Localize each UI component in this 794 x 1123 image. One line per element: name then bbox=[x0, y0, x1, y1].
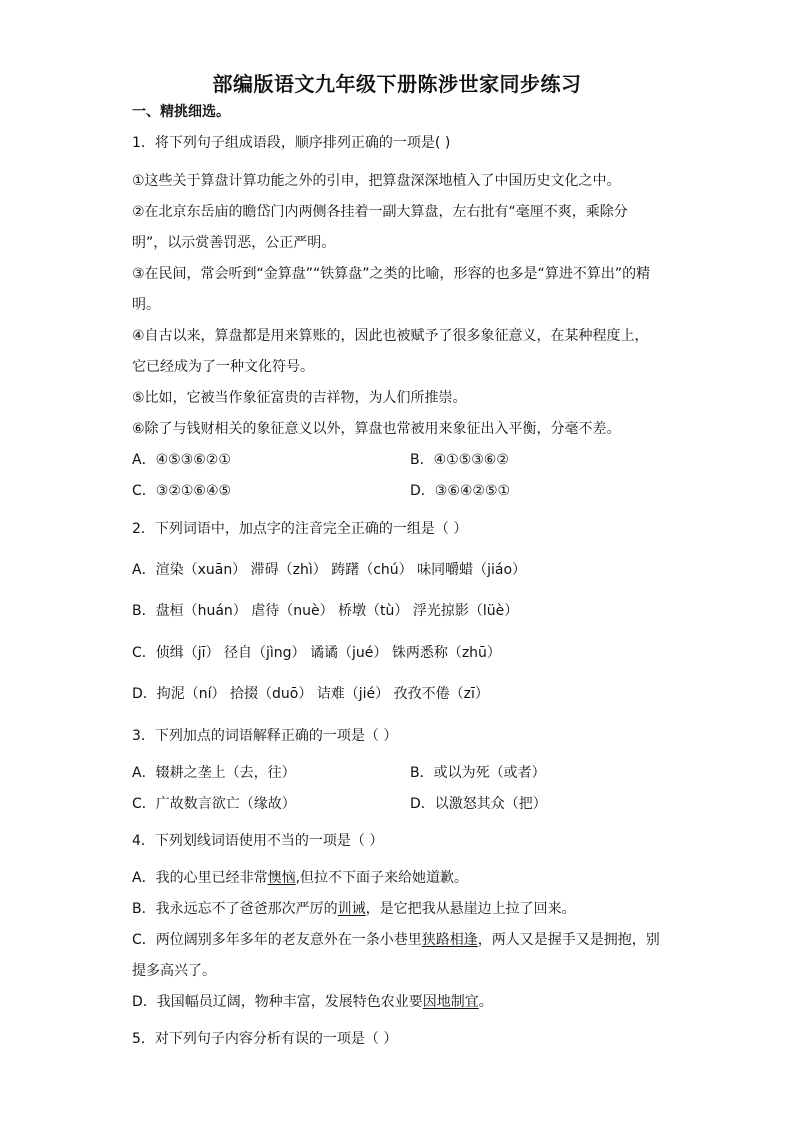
q1-sentence-2-line-1: ②在北京东岳庙的瞻岱门内两侧各挂着一副大算盘，左右批有“毫厘不爽，乘除分 bbox=[132, 204, 628, 220]
q5-stem: 5．对下列句子内容分析有误的一项是（ ） bbox=[132, 1031, 398, 1047]
q2-option-c: C．侦缉（jī） 径自（jìng） 谲谲（jué） 铢两悉称（zhū） bbox=[132, 645, 501, 661]
q4-a-text-end: ,但拉不下面子来给她道歉。 bbox=[295, 870, 469, 886]
q4-d-text: D．我国幅员辽阔，物种丰富，发展特色农业要 bbox=[132, 994, 423, 1010]
q2-stem: 2．下列词语中，加点字的注音完全正确的一组是（ ） bbox=[132, 521, 468, 537]
q3-option-d: D．以激怒其众（把） bbox=[410, 796, 547, 812]
q2-option-b: B．盘桓（huán） 虐待（nuè） 桥墩（tù） 浮光掠影（lüè） bbox=[132, 603, 519, 619]
q4-c-text-end: ，两人又是握手又是拥抱，别 bbox=[477, 932, 660, 948]
q4-b-text: B．我永远忘不了爸爸那次严厉的 bbox=[132, 901, 338, 917]
q4-b-underlined-word: 训诫 bbox=[337, 901, 366, 917]
q4-b-text-end: ，是它把我从悬崖边上拉了回来。 bbox=[365, 901, 576, 917]
q2-option-d: D．拘泥（ní） 拾掇（duō） 诘难（jié） 孜孜不倦（zī） bbox=[132, 686, 489, 702]
q1-sentence-4-line-2: 它已经成为了一种文化符号。 bbox=[132, 359, 314, 375]
q4-option-b bbox=[132, 900, 576, 918]
q4-option-c-line-2: 提多高兴了。 bbox=[132, 963, 216, 979]
q4-stem: 4．下列划线词语使用不当的一项是（ ） bbox=[132, 833, 384, 849]
q4-d-underlined-word: 因地制宜 bbox=[422, 994, 479, 1010]
q4-c-underlined-word: 狭路相逢 bbox=[421, 932, 478, 948]
section-heading: 一、精挑细选。 bbox=[132, 104, 230, 120]
q1-stem: 1．将下列句子组成语段，顺序排列正确的一项是( ) bbox=[132, 135, 451, 151]
q2-option-a: A．渲染（xuān） 滞碍（zhì） 踌躇（chú） 味同嚼蜡（jiáo） bbox=[132, 562, 527, 578]
q3-stem: 3．下列加点的词语解释正确的一项是（ ） bbox=[132, 728, 398, 744]
q1-option-c: C．③②①⑥④⑤ bbox=[132, 483, 232, 499]
q4-d-text-end: 。 bbox=[478, 994, 493, 1010]
q1-sentence-6: ⑥除了与钱财相关的象征意义以外，算盘也常被用来象征出入平衡，分毫不差。 bbox=[132, 421, 621, 437]
page-title: 部编版语文九年级下册陈涉世家同步练习 bbox=[212, 72, 582, 96]
q4-option-a bbox=[132, 869, 468, 887]
q4-a-text: A．我的心里已经非常 bbox=[132, 870, 268, 886]
q1-sentence-1: ①这些关于算盘计算功能之外的引申，把算盘深深地植入了中国历史文化之中。 bbox=[132, 173, 621, 189]
q1-sentence-3-line-1: ③在民间，常会听到“金算盘”“铁算盘”之类的比喻，形容的也多是“算进不算出”的精 bbox=[132, 266, 651, 282]
q1-sentence-4-line-1: ④自古以来，算盘都是用来算账的，因此也被赋予了很多象征意义，在某种程度上， bbox=[132, 328, 649, 344]
q1-option-a: A．④⑤③⑥②① bbox=[132, 452, 231, 468]
q4-a-underlined-word: 懊恼 bbox=[267, 870, 296, 886]
q1-option-d: D．③⑥④②⑤① bbox=[410, 483, 511, 499]
q4-option-c bbox=[132, 931, 660, 949]
q4-option-d bbox=[132, 993, 493, 1011]
q3-option-c: C．广故数言欲亡（缘故） bbox=[132, 796, 296, 812]
q1-sentence-5: ⑤比如，它被当作象征富贵的吉祥物，为人们所推崇。 bbox=[132, 390, 467, 406]
q1-option-b: B．④①⑤③⑥② bbox=[410, 452, 509, 468]
q3-option-a: A．辍耕之垄上（去，往） bbox=[132, 765, 296, 781]
q4-c-text: C．两位阔别多年多年的老友意外在一条小巷里 bbox=[132, 932, 422, 948]
q1-sentence-2-line-2: 明”，以示赏善罚恶，公正严明。 bbox=[132, 235, 336, 251]
q3-option-b: B．或以为死（或者） bbox=[410, 765, 546, 781]
q1-sentence-3-line-2: 明。 bbox=[132, 297, 160, 313]
